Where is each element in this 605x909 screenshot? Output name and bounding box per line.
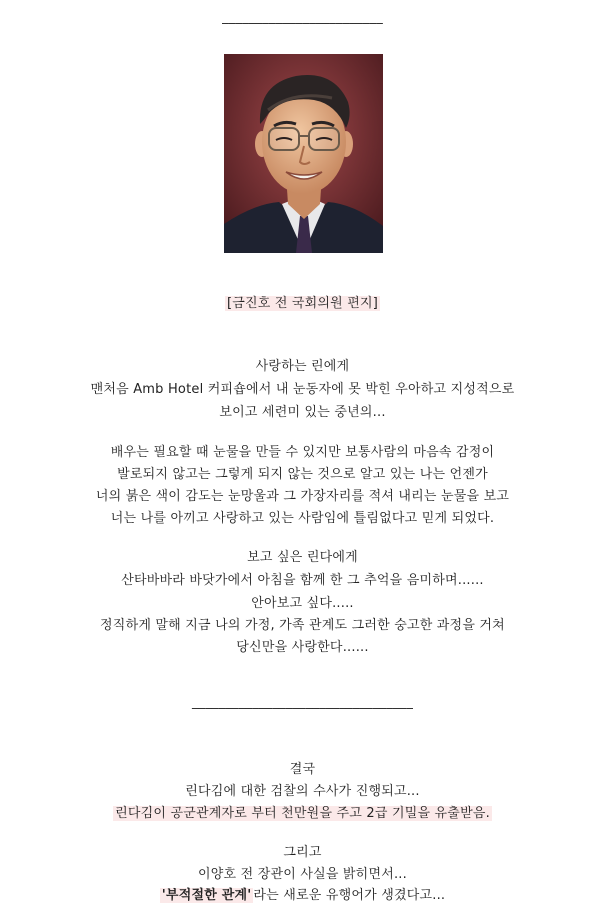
quote-tail-text: 라는 새로운 유행어가 생겼다고... (253, 888, 446, 903)
portrait-image (224, 54, 383, 253)
letter-text-line: 너의 붉은 색이 감도는 눈망울과 그 가장자리를 적셔 내리는 눈물을 보고 (95, 489, 510, 504)
photo-caption: [금진호 전 국회의원 편지] (226, 296, 379, 311)
letter-text-line: 정직하게 말해 지금 나의 가정, 가족 관계도 그러한 숭고한 과정을 거쳐 (100, 618, 505, 633)
result-text-line: 결국 (289, 762, 316, 777)
result-text-line: 린다김에 대한 검찰의 수사가 진행되고... (185, 784, 420, 799)
highlighted-line (0, 806, 605, 822)
top-divider: ________________________ (222, 10, 383, 25)
letter-text-line: 사랑하는 린에게 (255, 359, 350, 374)
letter-text-line: 당신만을 사랑한다...... (236, 640, 369, 655)
letter-text-line: 발로되지 않고는 그렇게 되지 않는 것으로 알고 있는 나는 언젠가 (117, 467, 488, 482)
letter-text-line: 맨처음 Amb Hotel 커피숍에서 내 눈동자에 못 박힌 우아하고 지성적으로 (90, 382, 515, 397)
middle-divider: _________________________________ (191, 695, 414, 710)
result-text-line: 그리고 (283, 845, 322, 860)
letter-text-line: 너는 나를 아끼고 사랑하고 있는 사람임에 틀림없다고 믿게 되었다. (110, 511, 495, 526)
portrait-photo (224, 54, 383, 253)
letter-text-line: 보고 싶은 린다에게 (247, 550, 358, 565)
result-text-line: 이양호 전 장관이 사실을 밝히면서... (198, 867, 407, 882)
letter-text-line: 산타바바라 바닷가에서 아침을 함께 한 그 추억을 음미하며...... (121, 573, 484, 588)
letter-text-line: 안아보고 싶다..... (251, 596, 354, 611)
letter-text-line: 배우는 필요할 때 눈물을 만들 수 있지만 보통사람의 마음속 감정이 (110, 445, 495, 460)
result-text-line (0, 888, 605, 904)
highlighted-quote: '부적절한 관계' (161, 888, 252, 903)
letter-text-line: 보이고 세련미 있는 중년의... (219, 405, 386, 420)
highlighted-text: 린다김이 공군관계자로 부터 천만원을 주고 2급 기밀을 유출받음. (115, 806, 490, 821)
caption-line (0, 296, 605, 312)
